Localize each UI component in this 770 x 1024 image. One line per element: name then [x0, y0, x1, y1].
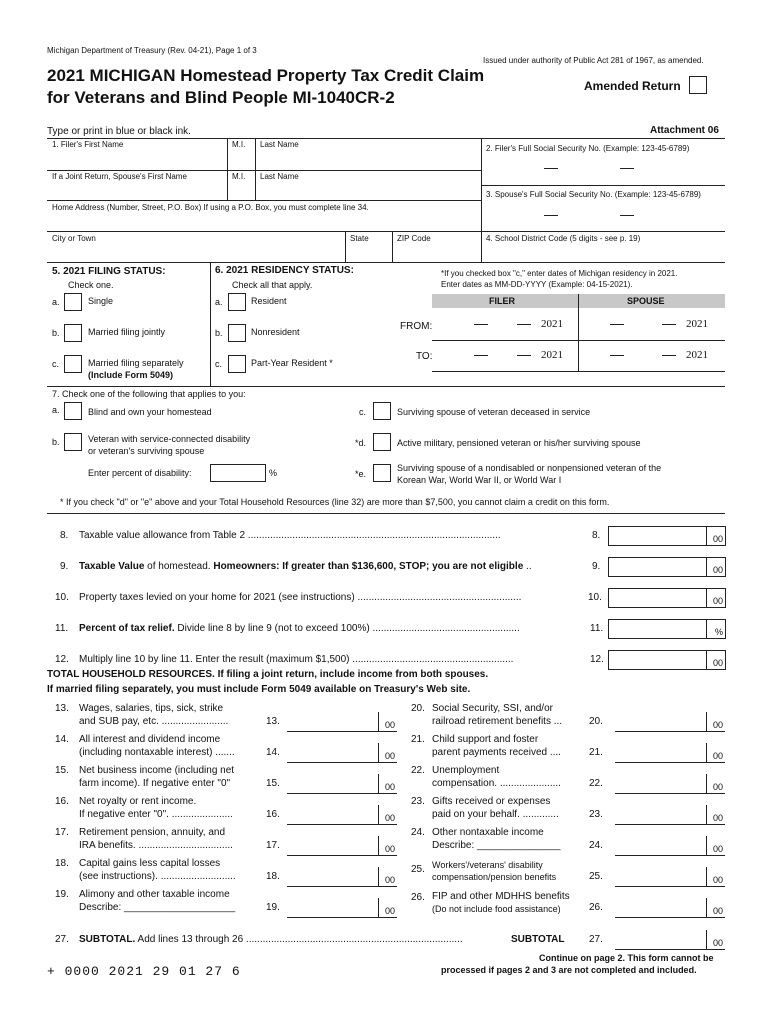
- l23-ref: 23.: [589, 809, 603, 820]
- from-label: FROM:: [400, 321, 433, 332]
- filing-status-title: 5. 2021 FILING STATUS:: [52, 266, 166, 277]
- residency-dates-note: *If you checked box "c," enter dates of Michigan residency in 2021.: [441, 269, 678, 278]
- l22-num: 22.: [411, 765, 425, 776]
- l9-num: 9.: [60, 561, 69, 572]
- l13-num: 13.: [55, 703, 69, 714]
- l8-cents: 00: [712, 534, 723, 544]
- line16-amount-input[interactable]: 00: [287, 805, 397, 825]
- l11-num: 11.: [55, 623, 69, 634]
- line14-amount-input[interactable]: 00: [287, 743, 397, 763]
- nondisabled-veteran-label2: Korean War, World War II, or World War I: [397, 475, 562, 485]
- line9-amount-input[interactable]: [608, 557, 726, 577]
- line14-label-1: All interest and dividend income: [79, 734, 221, 745]
- l20-ref: 20.: [589, 716, 603, 727]
- authority-note: Issued under authority of Public Act 281 of 1967, as amended.: [483, 56, 704, 65]
- res-b-letter: b.: [215, 328, 223, 338]
- line23-amount-input[interactable]: 00: [615, 805, 725, 825]
- line18-label-1: Capital gains less capital losses: [79, 858, 221, 869]
- line20-amount-input[interactable]: 00: [615, 712, 725, 732]
- city-field[interactable]: City or Town: [52, 234, 96, 243]
- disability-percent-label: Enter percent of disability:: [88, 468, 192, 478]
- nondisabled-veteran-label1: Surviving spouse of a nondisabled or nonpensioned veteran of the: [397, 463, 662, 473]
- spouse-first-name-field[interactable]: If a Joint Return, Spouse's First Name: [52, 172, 187, 181]
- nonresident-label: Nonresident: [251, 327, 300, 337]
- filing-mfs-note: (Include Form 5049): [88, 370, 174, 380]
- line18-label-2: (see instructions). ...........................: [79, 871, 236, 882]
- residency-title: 6. 2021 RESIDENCY STATUS:: [215, 265, 354, 276]
- line19-amount-input[interactable]: 00: [287, 898, 397, 918]
- form-title-line1: 2021 MICHIGAN Homestead Property Tax Credit Claim: [47, 66, 485, 85]
- form-title-line2: for Veterans and Blind People MI-1040CR-2: [47, 88, 395, 107]
- spouse-last-name-field[interactable]: Last Name: [260, 172, 299, 181]
- l24-ref: 24.: [589, 840, 603, 851]
- l16-num: 16.: [55, 796, 69, 807]
- nonresident-checkbox[interactable]: [228, 324, 246, 342]
- line15-label-2: farm income). If negative enter "0": [79, 778, 231, 789]
- subtotal-label: SUBTOTAL: [511, 934, 565, 945]
- l10-ref: 10.: [588, 592, 602, 603]
- line7-resources-note: * If you check "d" or "e" above and your Total Household Resources (line 32) are more than $7,500, you cannot claim a credit on this form.: [60, 497, 610, 507]
- l23-num: 23.: [411, 796, 425, 807]
- l18-num: 18.: [55, 858, 69, 869]
- line9-label: Taxable Value of homestead. Homeowners: If greater than $136,600, STOP; you are not eligible ..: [79, 561, 532, 572]
- l24-num: 24.: [411, 827, 425, 838]
- l22-ref: 22.: [589, 778, 603, 789]
- line13-label-2: and SUB pay, etc. ........................: [79, 716, 229, 727]
- blind-checkbox[interactable]: [64, 402, 82, 420]
- to-label: TO:: [416, 351, 433, 362]
- surviving-spouse-deceased-checkbox[interactable]: [373, 402, 391, 420]
- filer-last-name-field[interactable]: Last Name: [260, 140, 299, 149]
- thr-heading: TOTAL HOUSEHOLD RESOURCES. If filing a joint return, include income from both spouses.: [47, 669, 489, 680]
- l19-num: 19.: [55, 889, 69, 900]
- line26-label-1: FIP and other MDHHS benefits: [432, 891, 570, 902]
- l15-ref: 15.: [266, 778, 280, 789]
- l25-ref: 25.: [589, 871, 603, 882]
- part-year-checkbox[interactable]: [228, 355, 246, 373]
- l25-num: 25.: [411, 864, 425, 875]
- residency-check-all: Check all that apply.: [232, 280, 313, 290]
- filing-single-checkbox[interactable]: [64, 293, 82, 311]
- l11-pct: %: [714, 627, 723, 637]
- active-military-label: Active military, pensioned veteran or his/her surviving spouse: [397, 438, 641, 448]
- filing-b-letter: b.: [52, 328, 60, 338]
- part-year-label: Part-Year Resident *: [251, 358, 333, 368]
- l12-ref: 12.: [590, 654, 604, 665]
- line15-label-1: Net business income (including net: [79, 765, 235, 776]
- line17-amount-input[interactable]: 00: [287, 836, 397, 856]
- veteran-disability-checkbox[interactable]: [64, 433, 82, 451]
- line12-label: Multiply line 10 by line 11. Enter the result (maximum $1,500) ..........................................................: [79, 654, 514, 665]
- l21-num: 21.: [411, 734, 425, 745]
- filing-c-letter: c.: [52, 359, 60, 369]
- line19-describe[interactable]: Describe: ____________________: [79, 902, 236, 913]
- filing-mfs-checkbox[interactable]: [64, 355, 82, 373]
- line19-label-1: Alimony and other taxable income: [79, 889, 230, 900]
- resident-label: Resident: [251, 296, 287, 306]
- filer-from-year[interactable]: 2021: [541, 318, 563, 330]
- resident-checkbox[interactable]: [228, 293, 246, 311]
- l20-num: 20.: [411, 703, 425, 714]
- line22-label-2: compensation. ......................: [432, 778, 561, 789]
- line17-label-1: Retirement pension, annuity, and: [79, 827, 226, 838]
- thr-mfs-note: If married filing separately, you must include Form 5049 available on Treasury's Web site.: [47, 684, 471, 695]
- spouse-col-header: SPOUSE: [627, 296, 665, 306]
- amended-return-checkbox[interactable]: [689, 76, 707, 94]
- line26-amount-input[interactable]: 00: [615, 898, 725, 918]
- continue-note-2: processed if pages 2 and 3 are not completed and included.: [441, 965, 697, 975]
- filing-a-letter: a.: [52, 297, 60, 307]
- active-military-checkbox[interactable]: [373, 433, 391, 451]
- line11-label: Percent of tax relief. Divide line 8 by line 9 (not to exceed 100%) .....................................................: [79, 623, 520, 634]
- line21-label-2: parent payments received ....: [432, 747, 561, 758]
- line11-percent-input[interactable]: [608, 619, 726, 639]
- filer-col-header: FILER: [489, 296, 515, 306]
- l15-num: 15.: [55, 765, 69, 776]
- line22-amount-input[interactable]: 00: [615, 774, 725, 794]
- continue-note-1: Continue on page 2. This form cannot be: [539, 953, 714, 963]
- l12-cents: 00: [712, 658, 723, 668]
- l14-num: 14.: [55, 734, 69, 745]
- disability-percent-input[interactable]: [210, 464, 266, 482]
- school-district-field[interactable]: 4. School District Code (5 digits - see p. 19): [486, 234, 641, 243]
- l17-ref: 17.: [266, 840, 280, 851]
- filing-single-label: Single: [88, 296, 114, 306]
- res-c-letter: c.: [215, 359, 223, 369]
- spouse-ssn-field[interactable]: 3. Spouse's Full Social Security No. (Example: 123-45-6789): [486, 190, 701, 199]
- res-a-letter: a.: [215, 297, 223, 307]
- filing-mfj-checkbox[interactable]: [64, 324, 82, 342]
- line13-amount-input[interactable]: 00: [287, 712, 397, 732]
- l27-num: 27.: [55, 934, 69, 945]
- l9-cents: 00: [712, 565, 723, 575]
- filer-mi-field[interactable]: M.I.: [232, 140, 246, 149]
- l26-num: 26.: [411, 892, 425, 903]
- ink-instruction: Type or print in blue or black ink.: [47, 126, 191, 137]
- line25-label-2: compensation/pension benefits: [432, 872, 557, 882]
- line15-amount-input[interactable]: 00: [287, 774, 397, 794]
- surviving-spouse-deceased-label: Surviving spouse of veteran deceased in service: [397, 407, 591, 417]
- l26-ref: 26.: [589, 902, 603, 913]
- home-address-field[interactable]: Home Address (Number, Street, P.O. Box) If using a P.O. Box, you must complete line 34.: [52, 203, 369, 212]
- residency-dates-format: Enter dates as MM-DD-YYYY (Example: 04-15-2021).: [441, 280, 633, 289]
- filer-first-name-field[interactable]: 1. Filer's First Name: [52, 140, 124, 149]
- spouse-mi-field[interactable]: M.I.: [232, 172, 246, 181]
- filing-mfs-label: Married filing separately: [88, 358, 184, 368]
- line24-amount-input[interactable]: 00: [615, 836, 725, 856]
- filer-ssn-field[interactable]: 2. Filer's Full Social Security No. (Example: 123-45-6789): [486, 144, 690, 153]
- l11-ref: 11.: [590, 623, 604, 634]
- line23-label-2: paid on your behalf. .............: [432, 809, 559, 820]
- line26-label-2: (Do not include food assistance): [432, 904, 561, 914]
- l8-ref: 8.: [592, 530, 601, 541]
- line21-amount-input[interactable]: 00: [615, 743, 725, 763]
- l7-b-letter: b.: [52, 437, 60, 447]
- l7-c-letter: c.: [359, 407, 367, 417]
- veteran-spouse-label: or veteran's surviving spouse: [88, 446, 205, 456]
- attachment-number: Attachment 06: [650, 125, 719, 136]
- line21-label-1: Child support and foster: [432, 734, 539, 745]
- l8-num: 8.: [60, 530, 69, 541]
- form-barcode-code: + 0000 2021 29 01 27 6: [47, 964, 241, 979]
- line17-label-2: IRA benefits. ..................................: [79, 840, 233, 851]
- spouse-to-year[interactable]: 2021: [686, 349, 708, 361]
- line18-amount-input[interactable]: 00: [287, 867, 397, 887]
- l10-cents: 00: [712, 596, 723, 606]
- l10-num: 10.: [55, 592, 69, 603]
- line10-label: Property taxes levied on your home for 2021 (see instructions) ...........................................................: [79, 592, 522, 603]
- veteran-disability-label: Veteran with service-connected disability: [88, 434, 251, 444]
- disability-percent-sign: %: [269, 468, 278, 478]
- blind-label: Blind and own your homestead: [88, 407, 212, 417]
- l19-ref: 19.: [266, 902, 280, 913]
- line12-amount-input[interactable]: [608, 650, 726, 670]
- line24-label-1: Other nontaxable income: [432, 827, 544, 838]
- l16-ref: 16.: [266, 809, 280, 820]
- spouse-from-year[interactable]: 2021: [686, 318, 708, 330]
- nondisabled-veteran-spouse-checkbox[interactable]: [373, 464, 391, 482]
- l7-d-letter: *d.: [355, 438, 367, 448]
- line24-describe[interactable]: Describe: _______________: [432, 840, 561, 851]
- filing-check-one: Check one.: [68, 280, 114, 290]
- dept-revision: Michigan Department of Treasury (Rev. 04-21), Page 1 of 3: [47, 46, 257, 55]
- line8-amount-input[interactable]: [608, 526, 726, 546]
- line22-label-1: Unemployment: [432, 765, 500, 776]
- l12-num: 12.: [55, 654, 69, 665]
- l9-ref: 9.: [592, 561, 601, 572]
- line8-label: Taxable value allowance from Table 2 ...........................................................................................: [79, 530, 501, 541]
- line14-label-2: (including nontaxable interest) .......: [79, 747, 235, 758]
- line25-amount-input[interactable]: 00: [615, 867, 725, 887]
- amended-return-label: Amended Return: [584, 79, 681, 93]
- l18-ref: 18.: [266, 871, 280, 882]
- line20-label-1: Social Security, SSI, and/or: [432, 703, 553, 714]
- state-field[interactable]: State: [350, 234, 369, 243]
- line13-label-1: Wages, salaries, tips, sick, strike: [79, 703, 224, 714]
- line16-label-1: Net royalty or rent income.: [79, 796, 197, 807]
- l27-ref: 27.: [589, 934, 603, 945]
- l13-ref: 13.: [266, 716, 280, 727]
- l7-e-letter: *e.: [355, 469, 367, 479]
- l7-a-letter: a.: [52, 405, 60, 415]
- line20-label-2: railroad retirement benefits ...: [432, 716, 563, 727]
- line16-label-2: If negative enter "0". ......................: [79, 809, 233, 820]
- l21-ref: 21.: [589, 747, 603, 758]
- filing-mfj-label: Married filing jointly: [88, 327, 166, 337]
- filer-to-year[interactable]: 2021: [541, 349, 563, 361]
- line7-title: 7. Check one of the following that applies to you:: [52, 389, 246, 399]
- zip-field[interactable]: ZIP Code: [397, 234, 431, 243]
- line23-label-1: Gifts received or expenses: [432, 796, 551, 807]
- l14-ref: 14.: [266, 747, 280, 758]
- l17-num: 17.: [55, 827, 69, 838]
- line10-amount-input[interactable]: [608, 588, 726, 608]
- line27-subtotal-input[interactable]: 00: [615, 930, 725, 950]
- line25-label-1: Workers'/veterans' disability: [432, 860, 543, 870]
- line27-label: SUBTOTAL. Add lines 13 through 26 ..............................................................................: [79, 934, 463, 945]
